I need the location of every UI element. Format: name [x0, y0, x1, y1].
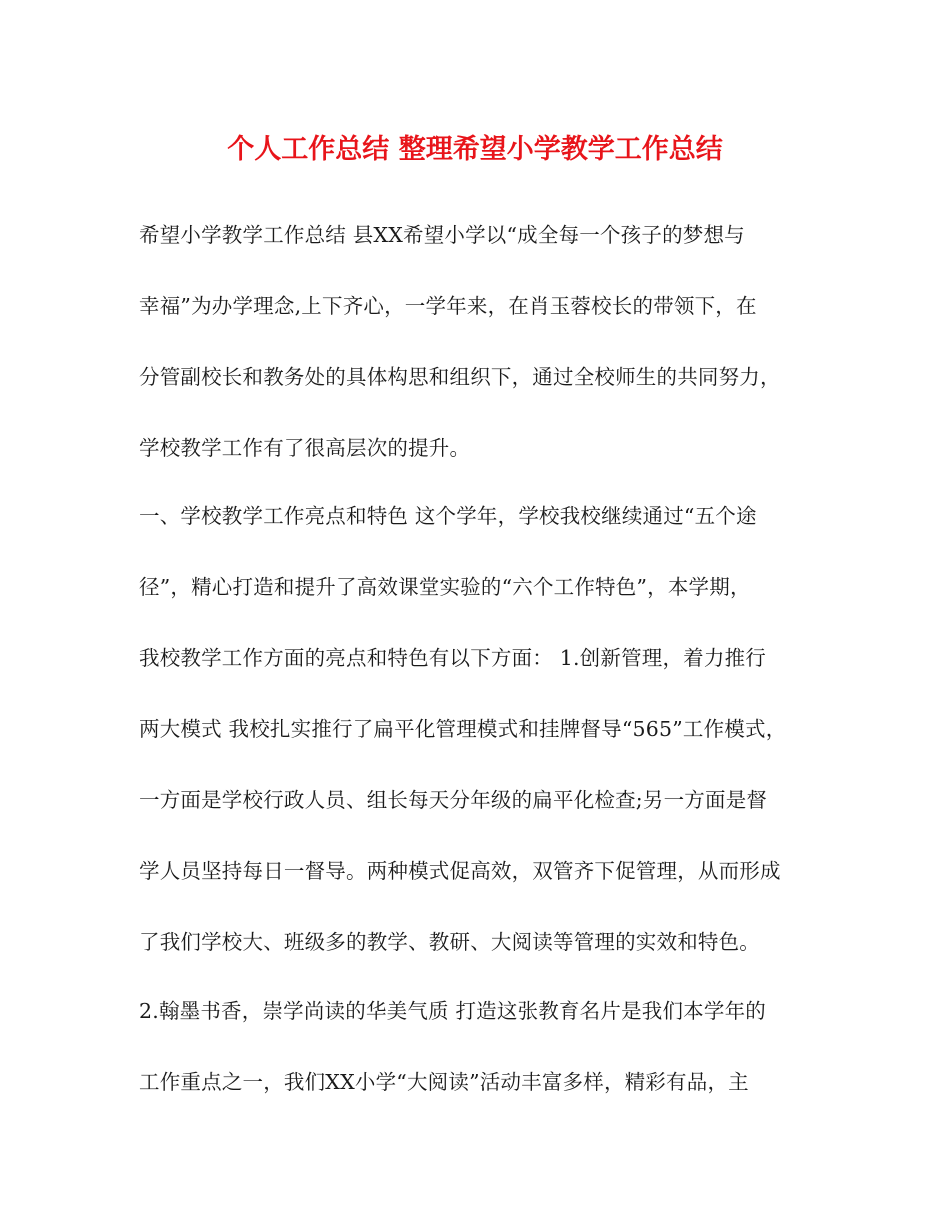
paragraph-line: 学校教学工作有了很高层次的提升。 — [139, 436, 471, 460]
paragraph-line: 两大模式 我校扎实推行了扁平化管理模式和挂牌督导“565”工作模式， — [139, 717, 787, 741]
paragraph-line: 希望小学教学工作总结 县XX希望小学以“成全每一个孩子的梦想与 — [139, 223, 745, 247]
document-title: 个人工作总结 整理希望小学教学工作总结 — [227, 134, 723, 165]
paragraph-line: 径”，精心打造和提升了高效课堂实验的“六个工作特色”，本学期， — [139, 575, 751, 599]
paragraph-line: 幸福”为办学理念,上下齐心，一学年来，在肖玉蓉校长的带领下，在 — [139, 294, 757, 318]
paragraph-line: 了我们学校大、班级多的教学、教研、大阅读等管理的实效和特色。 — [139, 930, 760, 954]
paragraph-line: 一、学校教学工作亮点和特色 这个学年，学校我校继续通过“五个途 — [139, 504, 757, 528]
paragraph-line: 一方面是学校行政人员、组长每天分年级的扁平化检查;另一方面是督 — [139, 788, 768, 812]
paragraph-line: 学人员坚持每日一督导。两种模式促高效，双管齐下促管理，从而形成 — [139, 859, 781, 883]
paragraph-line: 工作重点之一，我们XX小学“大阅读”活动丰富多样，精彩有品，主 — [139, 1070, 749, 1094]
paragraph-line: 2.翰墨书香，崇学尚读的华美气质 打造这张教育名片是我们本学年的 — [139, 999, 766, 1023]
paragraph-line: 分管副校长和教务处的具体构思和组织下，通过全校师生的共同努力， — [139, 365, 781, 389]
paragraph-line: 我校教学工作方面的亮点和特色有以下方面： 1.创新管理，着力推行 — [139, 646, 766, 670]
